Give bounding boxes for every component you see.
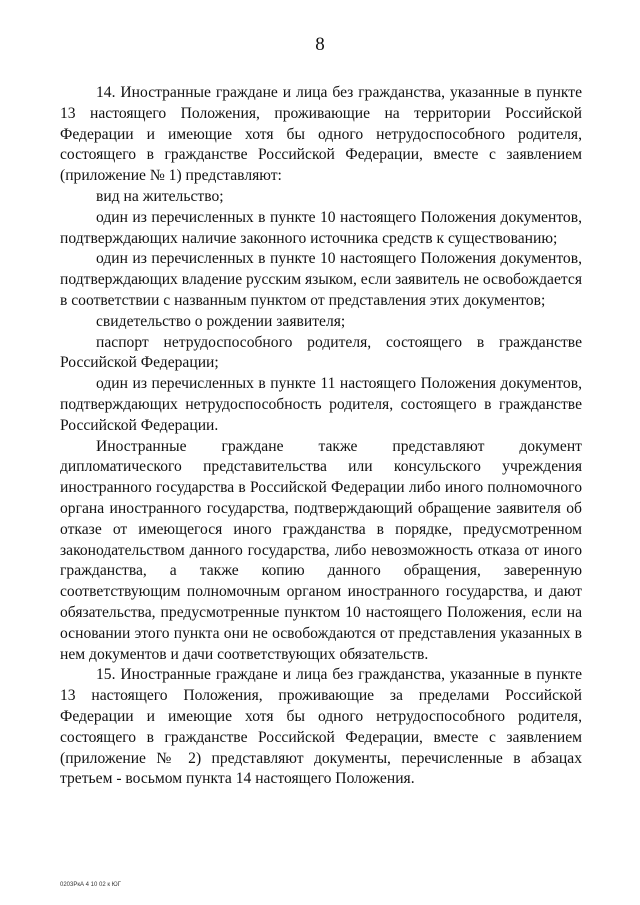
body-text (60, 83, 582, 790)
page-number: 8 (315, 34, 325, 55)
paragraph-foreign-document: Иностранные граждане также представляют документ дипломатического представительства или консульского учреждения иностранного государства в Российской Федерации либо иного полномочного органа иностранного государства, подтверждающий обращение заявителя об отказе от имеющегося иного гражданства в порядке, предусмотренном законодательством данного государства, либо невозможность отказа от иного гражданства, а также копию данного обращения, заверенную соответствующим полномочным органом иностранного государства, и дают обязательства, предусмотренные пунктом 10 настоящего Положения, если на основании этого пункта они не освобождаются от представления указанных в нем документов и дачи соответствующих обязательств. (60, 437, 582, 663)
footer-code: 0203РкА 4 10 02 к ЮГ (60, 882, 121, 888)
list-item-russian-language: один из перечисленных в пункте 10 настоящего Положения документов, подтверждающих владение русским языком, если заявитель не освобождается в соответствии с названным пунктом от представления этих документов; (60, 250, 582, 309)
paragraph-14-intro: 14. Иностранные граждане и лица без гражданства, указанные в пункте 13 настоящего Положения, проживающие на территории Российской Федерации и имеющие хотя бы одного нетрудоспособного родителя, состоящего в гражданстве Российской Федерации, вместе с заявлением (приложение № 1) представляют: (60, 84, 582, 185)
paragraph-15: 15. Иностранные граждане и лица без гражданства, указанные в пункте 13 настоящего Положения, проживающие за пределами Российской Федерации и имеющие хотя бы одного нетрудоспособного родителя, состоящего в гражданстве Российской Федерации, вместе с заявлением (приложение № 2) представляют документы, перечисленные в абзацах третьем - восьмом пункта 14 настоящего Положения. (60, 666, 582, 788)
list-item-parent-passport: паспорт нетрудоспособного родителя, состоящего в гражданстве Российской Федерации; (60, 333, 582, 372)
list-item-income-source: один из перечисленных в пункте 10 настоящего Положения документов, подтверждающих наличие законного источника средств к существованию; (60, 208, 582, 247)
list-item-residence-permit: вид на жительство; (96, 187, 224, 205)
list-item-parent-disability: один из перечисленных в пункте 11 настоящего Положения документов, подтверждающих нетрудоспособность родителя, состоящего в гражданстве Российской Федерации. (60, 375, 582, 434)
list-item-birth-certificate: свидетельство о рождении заявителя; (96, 312, 346, 330)
